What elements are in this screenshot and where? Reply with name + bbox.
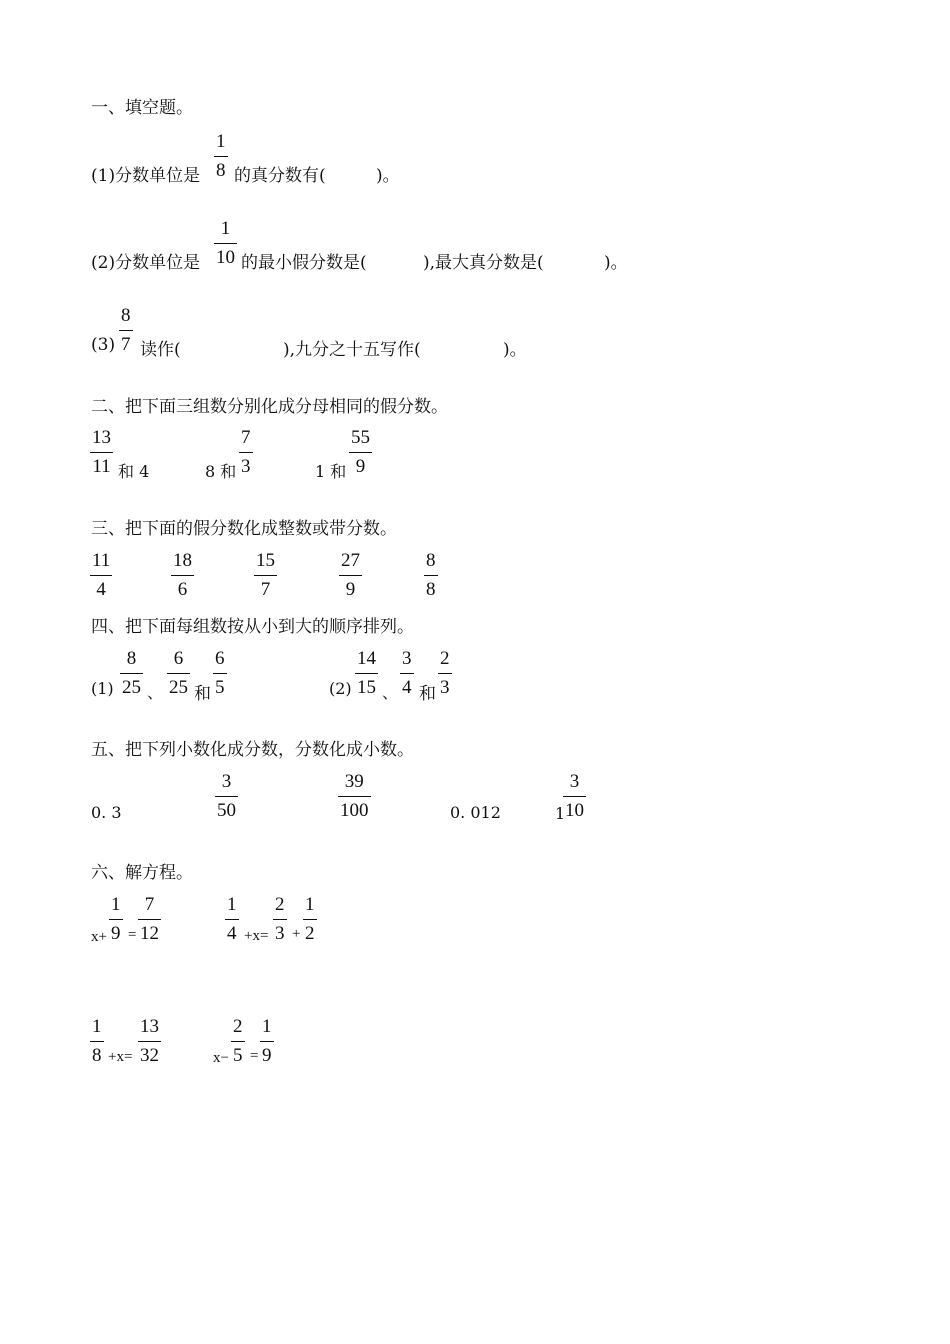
numerator: 1: [92, 1016, 102, 1037]
denominator: 7: [260, 579, 271, 600]
e3-fraction-2: [138, 1017, 161, 1065]
s3-fraction-3: [254, 551, 277, 599]
denominator: 32: [140, 1045, 159, 1066]
s4-g2-label: (2): [329, 679, 352, 698]
q1-prefix: (1)分数单位是: [91, 166, 201, 186]
denominator: 8: [216, 160, 226, 181]
numerator: 8: [426, 550, 436, 571]
s4-g1-fraction-c: [213, 649, 227, 697]
numerator: 18: [173, 550, 192, 571]
numerator: 3: [221, 771, 232, 792]
numerator: 2: [440, 648, 450, 669]
s4-g1-label: (1): [91, 679, 114, 698]
q1-answer-close[interactable]: )。: [376, 166, 400, 186]
e4-fraction-2: [260, 1017, 274, 1065]
s4-g1-and: 和: [194, 684, 211, 704]
q1-fraction: [214, 132, 228, 180]
s4-g2-and: 和: [419, 684, 436, 704]
s4-g2-fraction-a: [355, 649, 378, 697]
denominator: 5: [215, 677, 225, 698]
denominator: 9: [355, 456, 366, 477]
s5-fraction-2: [338, 772, 371, 820]
q3-text: 读作(: [140, 340, 181, 360]
numerator: 39: [344, 771, 364, 792]
s4-g2-sep: 、: [382, 683, 399, 702]
e2-fraction-1: [225, 895, 239, 943]
denominator: 9: [111, 923, 121, 944]
q3-mid[interactable]: ),九分之十五写作(: [283, 340, 421, 360]
numerator: 1: [220, 218, 231, 239]
q3-answer-close[interactable]: )。: [503, 340, 527, 360]
numerator: 6: [215, 648, 225, 669]
s3-fraction-2: [171, 551, 194, 599]
e3-fraction-1: [90, 1017, 104, 1065]
s4-g2-fraction-b: [400, 649, 414, 697]
e2-x: +x=: [244, 928, 269, 944]
s5-mixed-fraction: [563, 772, 586, 820]
q2-mid[interactable]: ),最大真分数是(: [423, 253, 544, 273]
denominator: 4: [96, 579, 106, 600]
s4-g1-fraction-b: [167, 649, 190, 697]
denominator: 100: [340, 800, 369, 821]
s3-fraction-4: [339, 551, 362, 599]
e2-fraction-2: [273, 895, 287, 943]
numerator: 1: [305, 894, 315, 915]
numerator: 3: [569, 771, 580, 792]
numerator: 6: [173, 648, 184, 669]
q3-prefix: (3): [91, 335, 116, 355]
section-3-title: 三、把下面的假分数化成整数或带分数。: [91, 519, 397, 539]
e3-x: +x=: [108, 1049, 133, 1065]
numerator: 1: [111, 894, 121, 915]
s5-mixed-whole: 1: [555, 804, 566, 823]
q2-fraction: [214, 219, 237, 267]
section-1-title: 一、填空题。: [91, 98, 193, 118]
s5-fraction-1: [215, 772, 238, 820]
denominator: 3: [440, 677, 450, 698]
e1-equals: =: [128, 927, 137, 943]
s2-g2-text: 8 和: [205, 462, 237, 481]
numerator: 27: [341, 550, 360, 571]
s4-g1-fraction-a: [120, 649, 143, 697]
denominator: 10: [565, 800, 584, 821]
numerator: 13: [92, 427, 111, 448]
numerator: 15: [256, 550, 275, 571]
s2-g2-fraction: [239, 428, 253, 476]
denominator: 6: [177, 579, 188, 600]
e1-fraction-2: [138, 895, 161, 943]
e1-fraction-1: [109, 895, 123, 943]
q1-text: 的真分数有(: [234, 166, 326, 186]
q2-text: 的最小假分数是(: [241, 253, 367, 273]
denominator: 4: [402, 677, 412, 698]
numerator: 55: [351, 427, 370, 448]
denominator: 4: [227, 923, 237, 944]
denominator: 25: [122, 677, 141, 698]
denominator: 5: [233, 1045, 243, 1066]
denominator: 50: [217, 800, 236, 821]
denominator: 8: [92, 1045, 102, 1066]
e2-fraction-3: [303, 895, 317, 943]
q2-prefix: (2)分数单位是: [91, 253, 201, 273]
s2-g3-fraction: [349, 428, 372, 476]
numerator: 14: [357, 648, 376, 669]
denominator: 12: [140, 923, 159, 944]
s3-fraction-5: [424, 551, 438, 599]
e1-x: x+: [91, 929, 107, 945]
section-4-title: 四、把下面每组数按从小到大的顺序排列。: [91, 617, 414, 637]
numerator: 1: [216, 131, 226, 152]
numerator: 2: [233, 1016, 243, 1037]
s2-g1-fraction: [90, 428, 113, 476]
q3-fraction: [119, 306, 133, 354]
s5-decimal-1: 0. 3: [91, 803, 122, 822]
s4-g2-fraction-c: [438, 649, 452, 697]
s5-decimal-2: 0. 012: [450, 803, 501, 822]
e4-x: x−: [213, 1050, 229, 1066]
denominator: 3: [241, 456, 251, 477]
e2-plus: +: [292, 926, 301, 942]
s2-g3-text: 1 和: [315, 462, 347, 481]
denominator: 7: [121, 334, 131, 355]
numerator: 13: [140, 1016, 159, 1037]
denominator: 25: [169, 677, 188, 698]
s4-g1-sep: 、: [147, 683, 164, 702]
s2-g1-text: 和 4: [118, 462, 150, 481]
numerator: 7: [144, 894, 155, 915]
numerator: 3: [402, 648, 412, 669]
numerator: 11: [92, 550, 111, 571]
e4-fraction-1: [231, 1017, 245, 1065]
numerator: 1: [227, 894, 237, 915]
numerator: 8: [121, 305, 131, 326]
denominator: 10: [216, 247, 235, 268]
section-2-title: 二、把下面三组数分别化成分母相同的假分数。: [91, 397, 448, 417]
denominator: 11: [92, 456, 111, 477]
e4-equals: =: [250, 1048, 259, 1064]
section-6-title: 六、解方程。: [91, 863, 193, 883]
numerator: 8: [126, 648, 137, 669]
s3-fraction-1: [90, 551, 112, 599]
denominator: 8: [426, 579, 436, 600]
denominator: 3: [275, 923, 285, 944]
denominator: 9: [345, 579, 356, 600]
numerator: 1: [262, 1016, 272, 1037]
denominator: 2: [305, 923, 315, 944]
section-5-title: 五、把下列小数化成分数，分数化成小数。: [91, 740, 414, 760]
numerator: 2: [275, 894, 285, 915]
denominator: 9: [262, 1045, 272, 1066]
denominator: 15: [357, 677, 376, 698]
numerator: 7: [241, 427, 251, 448]
q2-answer-close[interactable]: )。: [604, 253, 628, 273]
